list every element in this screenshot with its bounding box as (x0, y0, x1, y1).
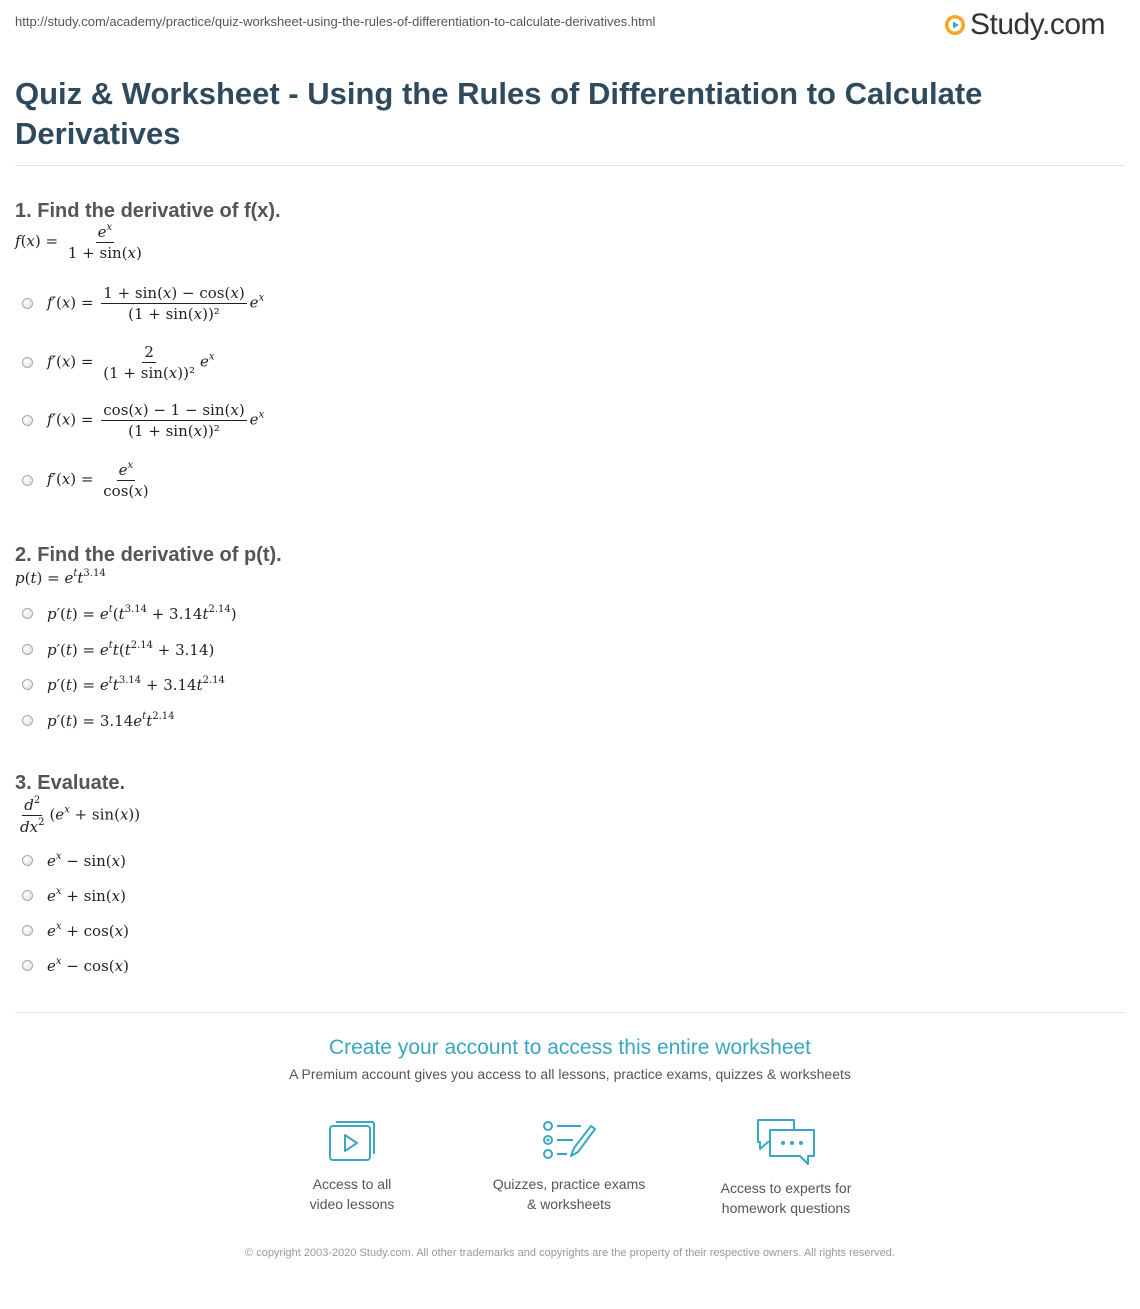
q2-option-c[interactable]: $p'(t) = e^tt^{3.14} + 3.14t^{2.14}$ (22, 675, 225, 694)
question-1-stem: f(x) = $\frac{e^x}{1 + \sin(x)}$ (15, 222, 142, 262)
radio-button[interactable] (22, 415, 33, 426)
q1-option-c[interactable]: f′(x) = $\frac{\cos(x) - 1 - \sin(x)}{\text{(1 + sin(x))²}}$ $e^x$ (22, 401, 264, 440)
quiz-checklist-icon (541, 1118, 597, 1164)
copyright-notice: © copyright 2003-2020 Study.com. All other trademarks and copyrights are the property of their respective owners. All rights reserved. (245, 1247, 895, 1259)
feature-video-lessons: Access to all video lessons (252, 1118, 452, 1214)
divider (15, 165, 1125, 166)
q3-option-d[interactable]: $e^x - \cos(x)$ (22, 956, 129, 975)
feature-experts: Access to experts for homework questions (686, 1118, 886, 1218)
create-account-link[interactable]: Create your account to access this entire worksheet (328, 1036, 812, 1059)
question-2-stem: $p(t) = e^tt^{3.14}$ (15, 568, 106, 587)
radio-button[interactable] (22, 890, 33, 901)
q2-option-d[interactable]: $p'(t) = 3.14e^tt^{2.14}$ (22, 711, 174, 730)
radio-button[interactable] (22, 925, 33, 936)
divider (15, 1012, 1125, 1013)
q2-option-a[interactable]: $p'(t) = e^t(t^{3.14} + 3.14t^{2.14})$ (22, 604, 237, 623)
logo-text: Study.com (970, 8, 1105, 41)
page-url: http://study.com/academy/practice/quiz-worksheet-using-the-rules-of-differentiation-to-calculate-derivatives.html (15, 14, 656, 29)
q3-option-a[interactable]: $e^x - \sin(x)$ (22, 851, 126, 870)
cta-subtitle: A Premium account gives you access to all lessons, practice exams, quizzes & worksheets (289, 1066, 851, 1082)
radio-button[interactable] (22, 357, 33, 368)
feature-quizzes: Quizzes, practice exams & worksheets (469, 1118, 669, 1214)
page-title: Quiz & Worksheet - Using the Rules of Differentiation to Calculate Derivatives (15, 76, 983, 151)
q1-option-a[interactable]: f′(x) = $\frac{1 + \sin(x) - \cos(x)}{\text{(1 + sin(x))²}}$ $e^x$ (22, 284, 264, 323)
radio-button[interactable] (22, 855, 33, 866)
radio-button[interactable] (22, 679, 33, 690)
play-logo-icon (944, 14, 966, 36)
question-3-title: 3. Evaluate. (15, 772, 126, 794)
radio-button[interactable] (22, 475, 33, 486)
question-1-title: 1. Find the derivative of f(x). (15, 200, 281, 222)
question-2-title: 2. Find the derivative of p(t). (15, 544, 282, 566)
q1-option-d[interactable]: f′(x) = $\frac{e^x}{\cos(x)}$ (22, 460, 154, 500)
radio-button[interactable] (22, 298, 33, 309)
radio-button[interactable] (22, 960, 33, 971)
radio-button[interactable] (22, 715, 33, 726)
q2-option-b[interactable]: $p'(t) = e^tt(t^{2.14} + 3.14)$ (22, 640, 214, 659)
radio-button[interactable] (22, 608, 33, 619)
q3-option-c[interactable]: $e^x + \cos(x)$ (22, 921, 129, 940)
radio-button[interactable] (22, 644, 33, 655)
chat-bubbles-icon (754, 1118, 818, 1168)
q1-option-b[interactable]: f′(x) = $\frac{2}{\text{(1 + sin(x))²}}$ $e^x$ (22, 343, 215, 382)
video-lesson-icon (326, 1118, 378, 1164)
question-3-stem: $\frac{d^2}{dx^2}$ $(e^x + \sin(x))$ (20, 795, 141, 836)
study-logo[interactable] (944, 8, 1105, 42)
q3-option-b[interactable]: $e^x + \sin(x)$ (22, 886, 126, 905)
